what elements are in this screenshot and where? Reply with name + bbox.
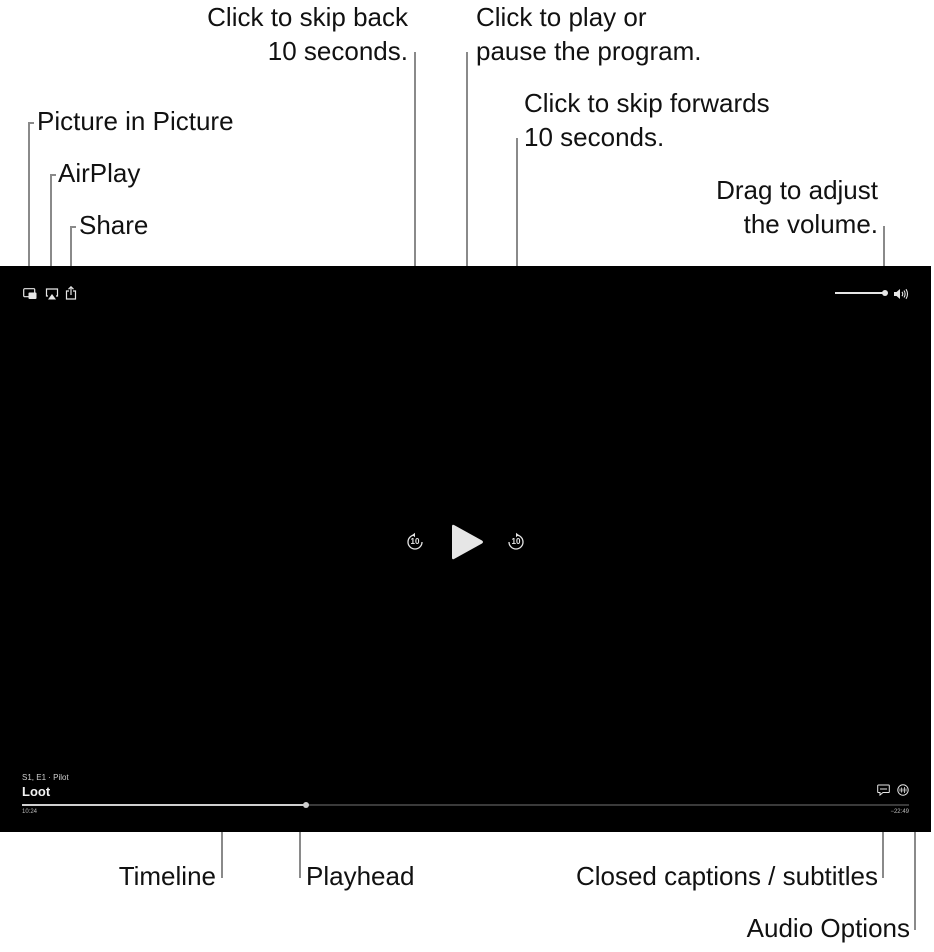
airplay-icon[interactable] bbox=[45, 288, 59, 300]
leader-pip-tick bbox=[28, 122, 34, 124]
timeline[interactable] bbox=[22, 802, 909, 808]
callout-share: Share bbox=[79, 210, 149, 240]
callout-play bbox=[476, 0, 701, 68]
remaining-time: −22:49 bbox=[890, 809, 909, 815]
callout-volume bbox=[716, 173, 878, 241]
callout-play-line-2: pause the program. bbox=[476, 36, 702, 66]
callout-skip-back-line-1: Click to skip back bbox=[207, 2, 408, 32]
captions-icon[interactable] bbox=[877, 784, 890, 796]
leader-airplay-tick bbox=[50, 174, 56, 176]
callout-airplay: AirPlay bbox=[58, 158, 141, 188]
callout-pip: Picture in Picture bbox=[37, 106, 234, 136]
callout-captions: Closed captions / subtitles bbox=[575, 861, 878, 891]
callout-volume-line-1: Drag to adjust bbox=[716, 175, 878, 205]
volume-fill bbox=[835, 292, 885, 294]
elapsed-time: 10:24 bbox=[22, 809, 38, 815]
leader-share-tick bbox=[70, 226, 76, 228]
callout-play-line-1: Click to play or bbox=[476, 2, 647, 32]
callout-timeline: Timeline bbox=[118, 861, 216, 891]
callout-volume-line-2: the volume. bbox=[743, 209, 878, 239]
skip-back-button[interactable] bbox=[405, 532, 425, 552]
show-title: Loot bbox=[22, 784, 51, 799]
leader-pip bbox=[28, 122, 30, 285]
skip-forward-button[interactable] bbox=[506, 532, 526, 552]
callout-skip-back-line-2: 10 seconds. bbox=[267, 36, 408, 66]
playhead[interactable] bbox=[303, 802, 309, 808]
callout-skip-forward-line-1: Click to skip forwards bbox=[524, 88, 770, 118]
callout-skip-back bbox=[207, 0, 408, 68]
skip-back-seconds: 10 bbox=[410, 537, 420, 546]
callout-playhead: Playhead bbox=[306, 861, 415, 891]
audio-options-icon[interactable] bbox=[897, 784, 909, 796]
volume-knob[interactable] bbox=[882, 290, 888, 296]
callout-audio-options: Audio Options bbox=[746, 913, 910, 943]
speaker-icon[interactable] bbox=[893, 288, 909, 300]
timeline-progress bbox=[22, 804, 306, 806]
callout-skip-forward bbox=[524, 86, 770, 154]
share-icon[interactable] bbox=[65, 286, 77, 300]
skip-forward-seconds: 10 bbox=[511, 537, 521, 546]
volume-slider[interactable] bbox=[835, 291, 887, 295]
episode-label: S1, E1 · Pilot bbox=[22, 773, 69, 782]
play-icon[interactable] bbox=[451, 523, 485, 561]
picture-in-picture-icon[interactable] bbox=[23, 288, 37, 300]
callout-skip-forward-line-2: 10 seconds. bbox=[524, 122, 665, 152]
video-player[interactable] bbox=[0, 266, 931, 832]
